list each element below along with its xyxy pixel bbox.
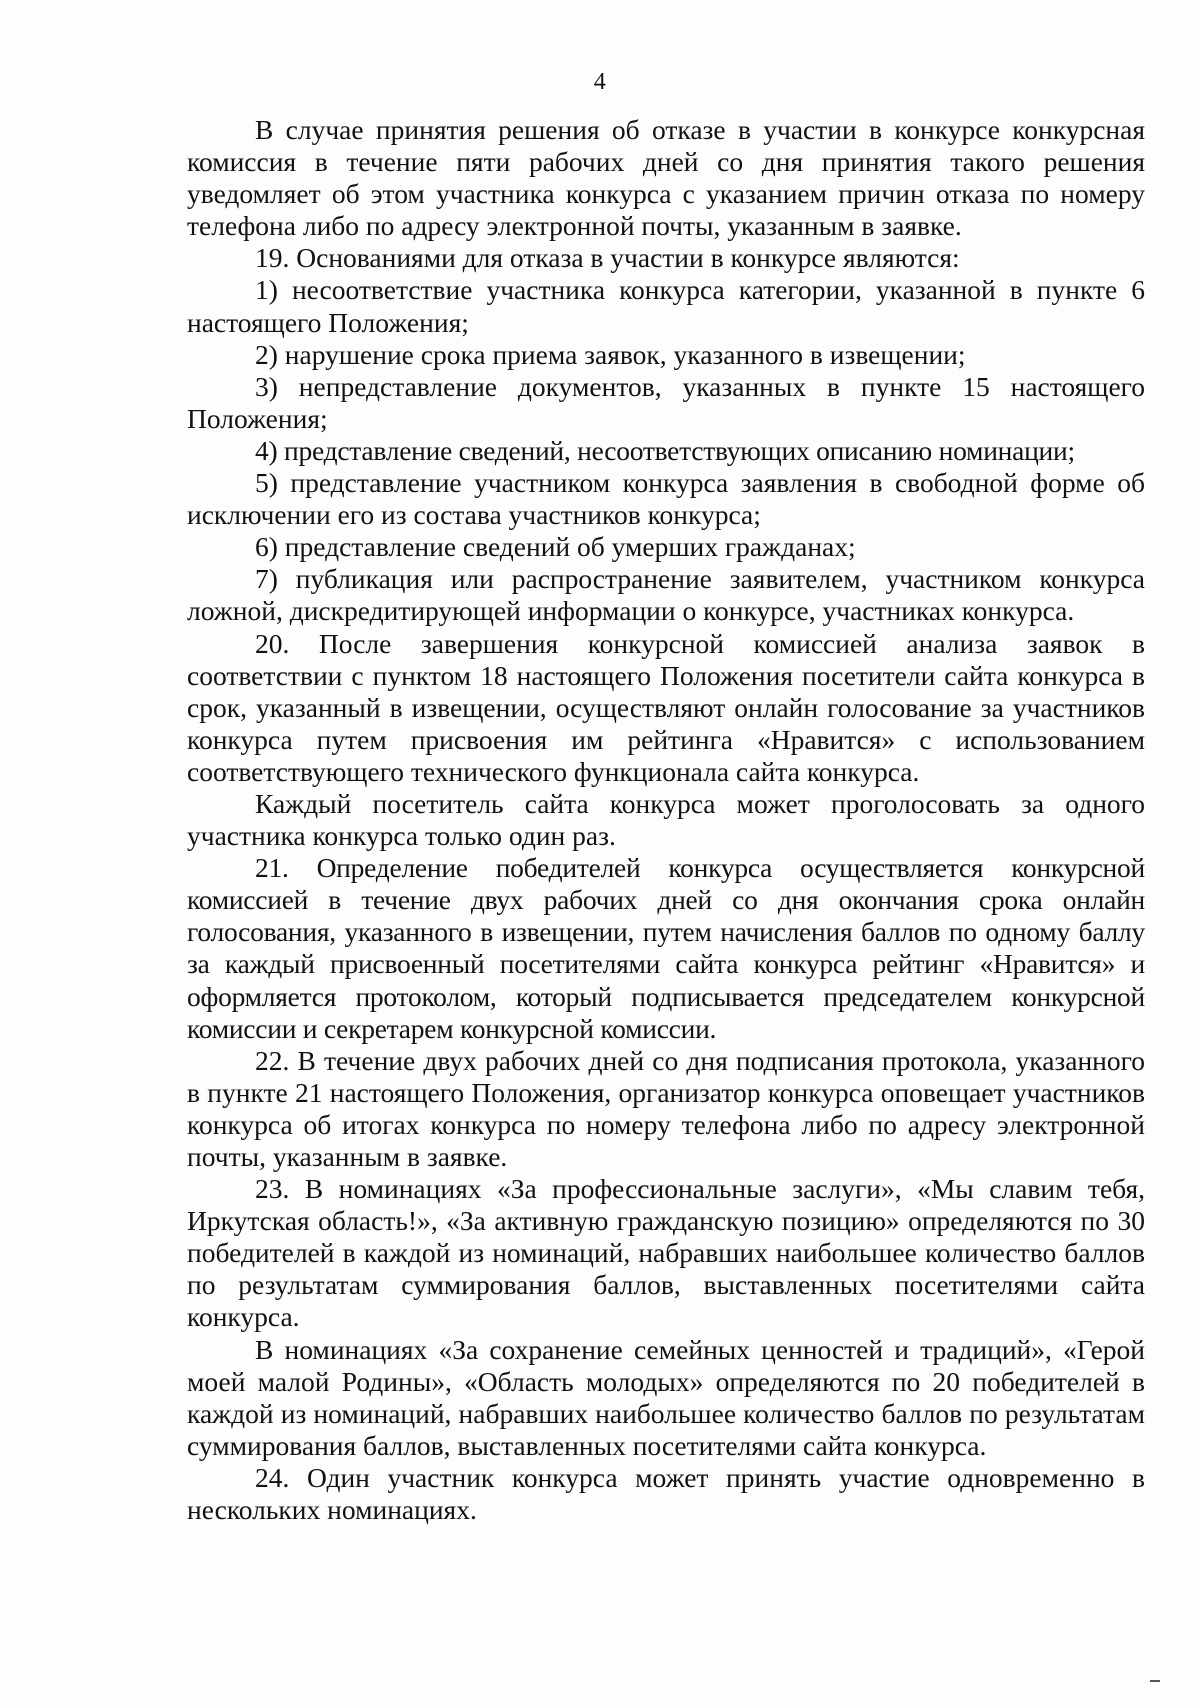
paragraph-22-notification: 22. В течение двух рабочих дней со дня подписания протокола, указанного в пункте 21 настоящего Положения, организатор конкурса оповещает участников конкурса об итогах конкурса по номеру телефона либо по адресу электронной почты, указанным в заявке. <box>187 1044 1145 1172</box>
list-item-ground-7: 7) публикация или распространение заявителем, участником конкурса ложной, дискредитирующей информации о конкурсе, участниках конкурса. <box>187 563 1145 627</box>
list-item-ground-1: 1) несоответствие участника конкурса категории, указанной в пункте 6 настоящего Положения; <box>187 274 1145 338</box>
scan-mark <box>1150 1680 1160 1682</box>
paragraph-21-winners: 21. Определение победителей конкурса осуществляется конкурсной комиссией в течение двух рабочих дней со дня окончания срока онлайн голосования, указанного в извещении, путем начисления баллов по одному баллу за каждый присвоенный посетителями сайта конкурса рейтинг «Нравится» и оформляется протоколом, который подписывается председателем конкурсной комиссии и секретарем конкурсной комиссии. <box>187 852 1145 1044</box>
list-item-ground-6: 6) представление сведений об умерших гражданах; <box>255 531 856 563</box>
document-body <box>187 114 1145 1526</box>
paragraph-24-multiple-nominations: 24. Один участник конкурса может принять участие одновременно в нескольких номинациях. <box>187 1461 1145 1526</box>
list-item-ground-4: 4) представление сведений, несоответствующих описанию номинации; <box>255 434 1075 466</box>
paragraph-nominations-20: В номинациях «За сохранение семейных ценностей и традиций», «Герой моей малой Родины», «Область молодых» определяются по 20 победителей в каждой из номинаций, набравших наибольшее количество баллов по результатам суммирования баллов, выставленных посетителями сайта конкурса. <box>187 1333 1145 1461</box>
paragraph-20-online-voting: 20. После завершения конкурсной комиссией анализа заявок в соответствии с пунктом 18 настоящего Положения посетители сайта конкурса в срок, указанный в извещении, осуществляют онлайн голосование за участников конкурса путем присвоения им рейтинга «Нравится» с использованием соответствующего технического функционала сайта конкурса. <box>187 627 1145 787</box>
list-item-ground-2: 2) нарушение срока приема заявок, указанного в извещении; <box>255 338 966 370</box>
list-item-ground-3: 3) непредставление документов, указанных в пункте 15 настоящего Положения; <box>187 370 1145 434</box>
paragraph-refusal-notice: В случае принятия решения об отказе в участии в конкурсе конкурсная комиссия в течение пяти рабочих дней со дня принятия такого решения уведомляет об этом участника конкурса с указанием причин отказа по номеру телефона либо по адресу электронной почты, указанным в заявке. <box>187 114 1145 242</box>
paragraph-23-nominations-30: 23. В номинациях «За профессиональные заслуги», «Мы славим тебя, Иркутская область!», «За активную гражданскую позицию» определяются по 30 победителей в каждой из номинаций, набравших наибольшее количество баллов по результатам суммирования баллов, выставленных посетителями сайта конкурса. <box>187 1173 1145 1333</box>
list-item-ground-5: 5) представление участником конкурса заявления в свободной форме об исключении его из состава участников конкурса; <box>187 467 1145 531</box>
paragraph-19-grounds: 19. Основаниями для отказа в участии в конкурсе являются: <box>255 242 960 274</box>
page-number: 4 <box>593 69 607 95</box>
paragraph-one-vote: Каждый посетитель сайта конкурса может проголосовать за одного участника конкурса только один раз. <box>187 787 1145 852</box>
